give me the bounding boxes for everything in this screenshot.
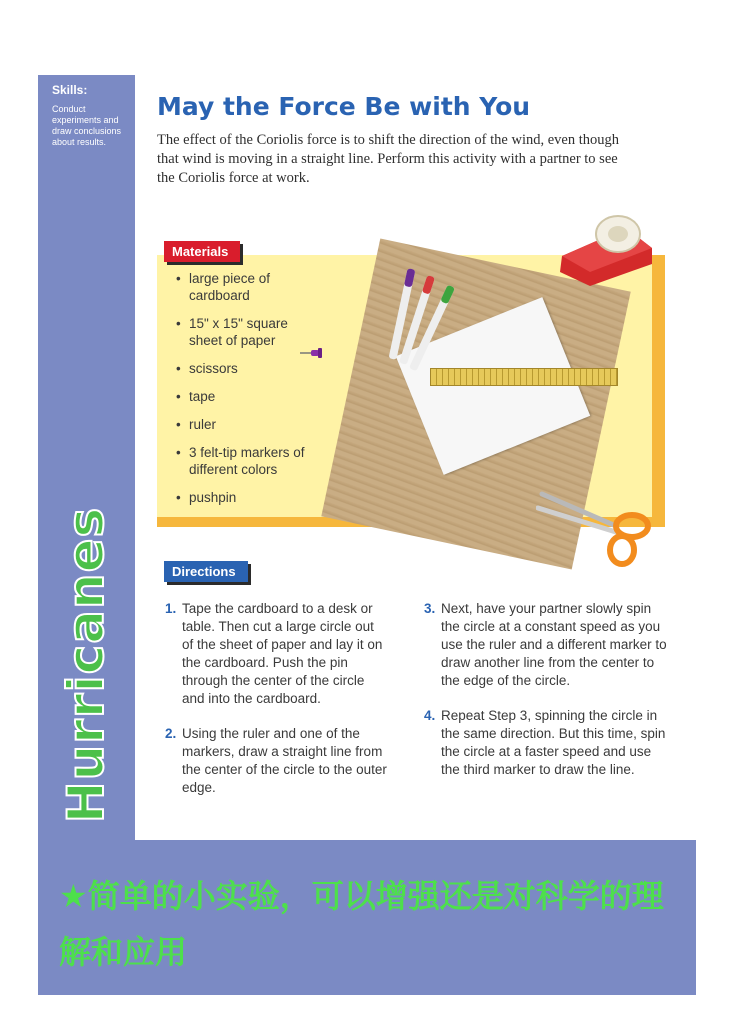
material-text: pushpin (189, 490, 237, 505)
bullet-marker: • (176, 316, 181, 331)
tape-dispenser-icon (556, 208, 654, 286)
bullet-marker: • (176, 361, 181, 376)
step-number: 4. (424, 708, 436, 723)
material-text: 3 felt-tip markers of different colors (189, 445, 305, 477)
bullet-marker: • (176, 389, 181, 404)
list-item (172, 489, 322, 506)
step-text: Using the ruler and one of the markers, draw a straight line from the center of the circle to the outer edge. (182, 726, 387, 795)
material-text: 15" x 15" square sheet of paper (189, 316, 288, 348)
direction-step (424, 600, 670, 690)
material-text: scissors (189, 361, 238, 376)
step-text: Tape the cardboard to a desk or table. Then cut a large circle out of the sheet of paper and lay it on the cardboard. Push the pin through the center of the circle and into the cardboard. (182, 601, 383, 706)
skills-title: Skills: (52, 83, 88, 97)
step-number: 3. (424, 601, 436, 616)
materials-label: Materials (164, 241, 240, 262)
step-number: 2. (165, 726, 177, 741)
intro-paragraph: The effect of the Coriolis force is to shift the direction of the wind, even though that wind is moving in a straight line. Perform this activity with a partner to see the Coriolis force at work. (157, 132, 619, 186)
step-text: Repeat Step 3, spinning the circle in the same direction. But this time, spin the circle at a faster speed and use the third marker to draw the line. (441, 708, 666, 777)
skills-text: Conduct experiments and draw conclusions about results. (52, 104, 122, 147)
page-title: May the Force Be with You (157, 92, 531, 121)
direction-step (165, 725, 387, 797)
directions-list-right (424, 600, 670, 796)
list-item (172, 315, 322, 349)
directions-label: Directions (164, 561, 248, 582)
list-item (172, 360, 322, 377)
materials-list (172, 270, 322, 517)
material-text: ruler (189, 417, 217, 432)
direction-step (424, 707, 670, 779)
scissors-icon (536, 486, 660, 570)
list-item (172, 270, 322, 304)
vertical-title: Hurricanes (57, 506, 115, 824)
bullet-marker: • (176, 445, 181, 460)
material-text: tape (189, 389, 216, 404)
list-item (172, 388, 322, 405)
ruler-icon (430, 368, 618, 386)
step-text: Next, have your partner slowly spin the circle at a constant speed as you use the ruler and a different marker to draw another line from the center to the edge of the circle. (441, 601, 667, 688)
bullet-marker: • (176, 271, 181, 286)
direction-step (165, 600, 387, 708)
step-number: 1. (165, 601, 177, 616)
banner-text: ★简单的小实验，可以增强还是对科学的理解和应用 (59, 877, 664, 971)
list-item (172, 444, 322, 478)
material-text: large piece of cardboard (189, 271, 271, 303)
bullet-marker: • (176, 417, 181, 432)
list-item (172, 416, 322, 433)
bullet-marker: • (176, 490, 181, 505)
directions-list-left (165, 600, 387, 814)
